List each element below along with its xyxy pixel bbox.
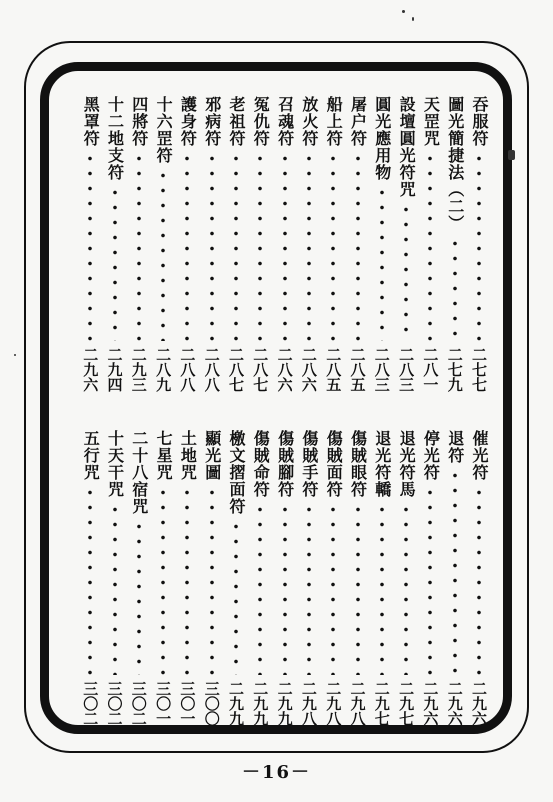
scan-speck xyxy=(14,354,16,356)
toc-entry xyxy=(273,430,297,726)
toc-entry-title: 放火符 xyxy=(299,96,319,147)
leader-dots xyxy=(404,202,408,341)
toc-entry-title: 十天干咒 xyxy=(105,430,125,498)
toc-entry-page: 二八三 xyxy=(397,347,416,392)
toc-entry-page: 三〇一 xyxy=(154,681,173,726)
toc-entry xyxy=(175,96,199,392)
toc-entry-page: 二八五 xyxy=(324,347,343,392)
toc-entry-page: 二八七 xyxy=(227,347,245,392)
toc-entry xyxy=(467,430,491,726)
toc-entry-title: 檄文摺面符 xyxy=(227,430,246,515)
toc-entry-title: 護身符 xyxy=(178,96,198,147)
leader-dots xyxy=(185,485,189,675)
toc-entry-page: 二九七 xyxy=(372,681,391,726)
leader-dots xyxy=(88,151,92,341)
toc-entry xyxy=(248,430,272,726)
toc-entry-title: 圓光應用物 xyxy=(372,96,392,181)
toc-entry xyxy=(418,430,442,726)
toc-entry-title: 冤仇符 xyxy=(251,96,271,147)
toc-entry xyxy=(418,96,442,392)
toc-entry xyxy=(346,96,370,392)
toc-entry-page: 三〇二 xyxy=(105,681,124,726)
leader-dots xyxy=(356,151,360,341)
toc-entry xyxy=(78,430,102,726)
leader-dots xyxy=(113,502,117,675)
toc-entry-page: 二九六 xyxy=(421,681,440,726)
toc-entry-page: 二九八 xyxy=(324,681,343,726)
toc-entry-title: 屠户符 xyxy=(348,96,368,147)
toc-entry-title: 顯光圖 xyxy=(202,430,222,481)
leader-dots xyxy=(331,151,335,341)
toc-entry xyxy=(394,96,418,392)
toc-entry-page: 二九七 xyxy=(397,681,416,726)
toc-entry xyxy=(151,430,175,726)
toc-entry-page: 二九八 xyxy=(299,681,318,726)
toc-entry-title: 傷賊命符 xyxy=(251,430,271,498)
toc-entry-page: 二九九 xyxy=(251,681,270,726)
toc-entry-title: 四將符 xyxy=(129,96,149,147)
toc-entry-title: 退光符馬 xyxy=(397,430,417,498)
leader-dots xyxy=(210,151,214,341)
toc-entry-title: 二十八宿咒 xyxy=(129,430,149,515)
toc-entry xyxy=(321,96,345,392)
toc-entry xyxy=(467,96,491,392)
leader-dots xyxy=(307,151,311,341)
scan-speck xyxy=(402,10,405,13)
toc-entry-page: 二八八 xyxy=(202,347,221,392)
leader-dots xyxy=(307,502,311,675)
toc-entry-title: 圖光簡捷法（二） xyxy=(445,96,465,232)
toc-entry-title: 七星咒 xyxy=(154,430,174,481)
toc-entry-title: 吞服符 xyxy=(470,96,489,147)
leader-dots xyxy=(258,151,262,341)
leader-dots xyxy=(161,168,165,341)
toc-entry-page: 二九九 xyxy=(227,681,245,726)
toc-entry xyxy=(127,96,151,392)
page-number: －16－ xyxy=(241,762,312,783)
leader-dots xyxy=(380,502,384,675)
toc-entry-title: 設壇圓光符咒 xyxy=(397,96,417,198)
toc-entry-page: 二八九 xyxy=(154,347,173,392)
toc-entry-page: 二八六 xyxy=(299,347,318,392)
toc-entry-page: 三〇一 xyxy=(178,681,197,726)
toc-entry-title: 老祖符 xyxy=(227,96,246,147)
toc-entry-title: 傷賊眼符 xyxy=(348,430,368,498)
toc-entry xyxy=(443,96,467,392)
toc-entry-title: 傷賊面符 xyxy=(324,430,344,498)
toc-entry xyxy=(370,430,394,726)
leader-dots xyxy=(428,485,432,675)
toc-entry-page: 二八六 xyxy=(275,347,294,392)
leader-dots xyxy=(356,502,360,675)
toc-entry-page: 二九六 xyxy=(470,681,488,726)
toc-entry-page: 二七七 xyxy=(470,347,488,392)
toc-entry-title: 傷賊手符 xyxy=(299,430,319,498)
toc-entry-page: 三〇二 xyxy=(81,681,100,726)
toc-entry-title: 退光符轎 xyxy=(372,430,392,498)
leader-dots xyxy=(331,502,335,675)
toc-entry xyxy=(321,430,345,726)
toc-entry-page: 二八三 xyxy=(372,347,391,392)
toc-entry-page: 二八一 xyxy=(421,347,440,392)
toc-entry-page: 二八五 xyxy=(348,347,367,392)
toc-entry xyxy=(297,430,321,726)
toc-entry-title: 船上符 xyxy=(324,96,344,147)
toc-entry-title: 天罡咒 xyxy=(421,96,441,147)
leader-dots xyxy=(137,151,141,341)
leader-dots xyxy=(88,485,92,675)
toc-entry-title: 退符 xyxy=(445,430,465,464)
toc-entry-page: 三〇二 xyxy=(129,681,148,726)
leader-dots xyxy=(234,151,238,341)
scan-speck xyxy=(412,17,414,21)
toc-entry xyxy=(443,430,467,726)
toc-entry-title: 催光符 xyxy=(470,430,489,481)
toc-entry xyxy=(248,96,272,392)
leader-dots xyxy=(380,185,384,341)
toc-entry xyxy=(394,430,418,726)
toc-entry xyxy=(224,430,248,726)
leader-dots xyxy=(234,519,238,675)
leader-dots xyxy=(113,185,117,341)
toc-entry-page: 二八七 xyxy=(251,347,270,392)
toc-entry-page: 二九八 xyxy=(348,681,367,726)
toc-entry xyxy=(151,96,175,392)
toc-entry xyxy=(273,96,297,392)
leader-dots xyxy=(185,151,189,341)
toc-entry xyxy=(175,430,199,726)
toc-entry xyxy=(346,430,370,726)
toc-entry-title: 五行咒 xyxy=(81,430,101,481)
leader-dots xyxy=(453,468,457,675)
toc-entry-title: 黑罩符 xyxy=(81,96,101,147)
leader-dots xyxy=(404,502,408,675)
toc-entry-title: 邪病符 xyxy=(202,96,222,147)
toc-entry xyxy=(370,96,394,392)
leader-dots xyxy=(283,151,287,341)
toc-entry xyxy=(297,96,321,392)
leader-dots xyxy=(428,151,432,341)
toc-entry xyxy=(224,96,248,392)
toc-entry xyxy=(78,96,102,392)
toc-entry xyxy=(200,96,224,392)
toc-entry xyxy=(103,430,127,726)
toc-entry xyxy=(127,430,151,726)
toc-entry xyxy=(200,430,224,726)
toc-entry-page: 二九三 xyxy=(129,347,148,392)
toc-entry-page: 二八八 xyxy=(178,347,197,392)
toc-entry-title: 停光符 xyxy=(421,430,441,481)
toc-entry-page: 二九四 xyxy=(105,347,124,392)
leader-dots xyxy=(477,485,481,675)
toc-entry-title: 召魂符 xyxy=(275,96,295,147)
leader-dots xyxy=(137,519,141,675)
toc-entry xyxy=(103,96,127,392)
toc-entry-page: 二九六 xyxy=(445,681,464,726)
scan-speck xyxy=(508,150,515,160)
leader-dots xyxy=(258,502,262,675)
leader-dots xyxy=(161,485,165,675)
toc-entry-page: 二九六 xyxy=(81,347,100,392)
leader-dots xyxy=(283,502,287,675)
toc-entry-title: 傷賊腳符 xyxy=(275,430,295,498)
leader-dots xyxy=(210,485,214,675)
toc-entry-page: 二九九 xyxy=(275,681,294,726)
toc-entry-page: 二七九 xyxy=(445,347,464,392)
toc-entry-title: 土地咒 xyxy=(178,430,198,481)
toc-entry-title: 十二地支符 xyxy=(105,96,125,181)
leader-dots xyxy=(477,151,481,341)
leader-dots xyxy=(453,236,457,341)
toc-entry-page: 三〇〇 xyxy=(202,681,221,726)
toc-entry-title: 十六罡符 xyxy=(154,96,174,164)
